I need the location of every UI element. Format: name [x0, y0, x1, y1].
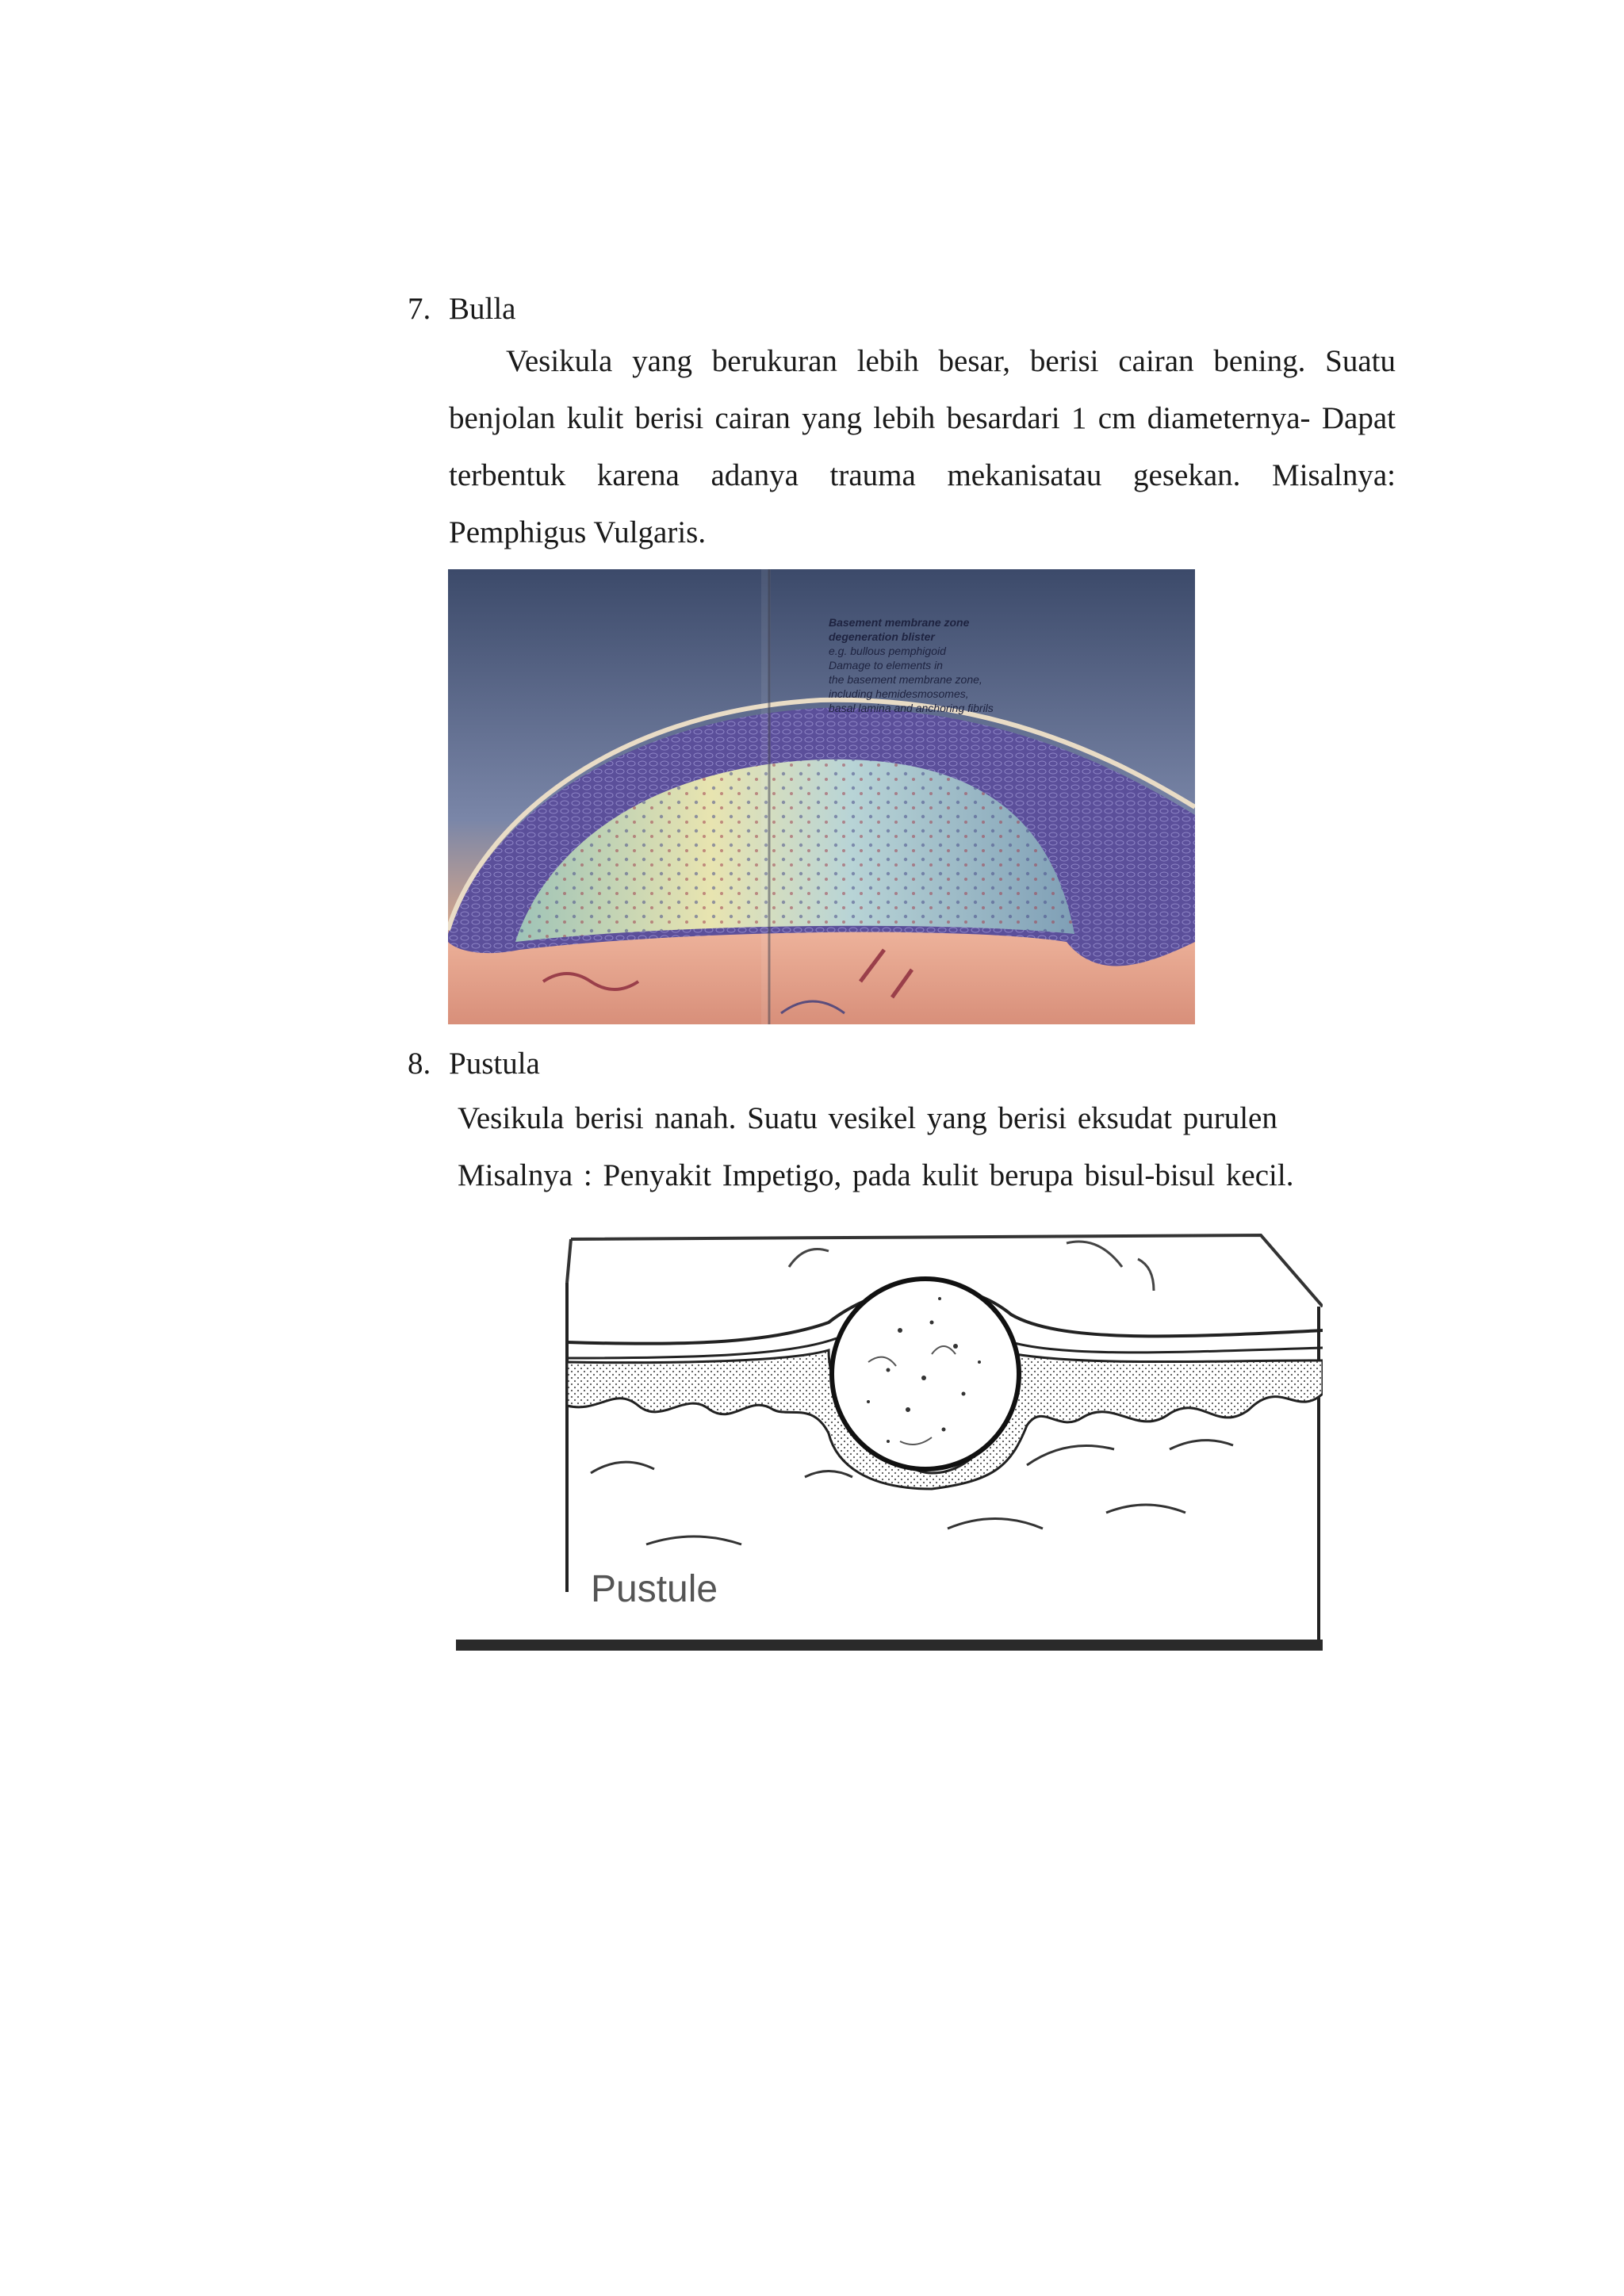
section-heading-bulla: [408, 290, 516, 328]
bulla-illustration: [448, 569, 1195, 1024]
bulla-description: Vesikula yang berukuran lebih besar, berisi cairan bening. Suatu benjolan kulit berisi cairan yang lebih besardari 1 cm diameternya- Dapat terbentuk karena adanya trauma mekanisatau gesekan. Misalnya: Pemphigus Vulgaris.: [449, 344, 1396, 549]
section-number: 7.: [408, 292, 431, 326]
caption-line: the basement membrane zone,: [829, 673, 982, 686]
caption-line: basal lamina and anchoring fibrils: [829, 702, 994, 714]
section-heading-pustula: [408, 1045, 540, 1083]
caption-line: degeneration blister: [829, 630, 935, 643]
section-title: Pustula: [449, 1047, 540, 1081]
caption-line: Basement membrane zone: [829, 616, 970, 629]
pustula-line-1: Vesikula berisi nanah. Suatu vesikel yang berisi eksudat purulen: [458, 1101, 1277, 1135]
section-number: 8.: [408, 1047, 431, 1081]
pustule-illustration: [456, 1211, 1323, 1651]
caption-line: including hemidesmosomes,: [829, 687, 969, 700]
caption-line: e.g. bullous pemphigoid: [829, 645, 946, 657]
pustule-label: Pustule: [591, 1568, 718, 1610]
caption-line: Damage to elements in: [829, 659, 943, 672]
pustula-line-2: Misalnya : Penyakit Impetigo, pada kulit berupa bisul-bisul kecil.: [458, 1158, 1294, 1192]
section-title: Bulla: [449, 292, 516, 326]
